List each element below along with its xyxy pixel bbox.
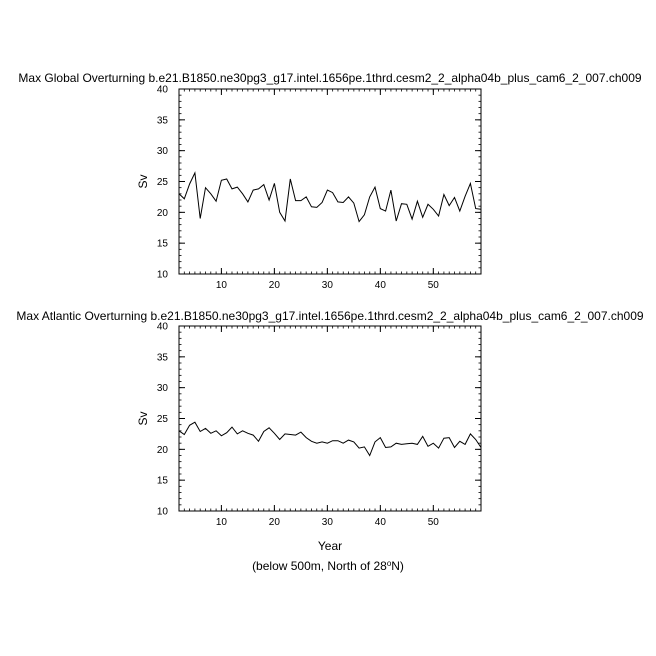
x-tick-label: 30 [321, 517, 333, 528]
y-tick-label: 25 [156, 177, 168, 188]
plot-frame [179, 326, 481, 511]
x-tick-label: 40 [374, 280, 386, 291]
y-tick-label: 15 [156, 475, 168, 487]
x-tick-label: 10 [215, 280, 227, 291]
x-tick-label: 20 [268, 517, 280, 528]
plot-frame [179, 89, 481, 274]
chart-global-overturning [18, 71, 641, 291]
y-tick-label: 30 [156, 146, 168, 158]
y-tick-label: 40 [156, 84, 168, 96]
chart-title: Max Global Overturning b.e21.B1850.ne30pg3_g17.intel.1656pe.1thrd.cesm2_2_alpha04b_plus_cam6_2_007.ch009 [18, 71, 642, 85]
x-tick-label: 20 [268, 280, 280, 291]
chart-title: Max Atlantic Overturning b.e21.B1850.ne30pg3_g17.intel.1656pe.1thrd.cesm2_2_alpha04b_plus_cam6_2_007.ch009 [16, 309, 644, 323]
y-tick-label: 10 [156, 269, 168, 281]
y-tick-label: 25 [156, 414, 168, 425]
x-tick-label: 40 [374, 517, 386, 528]
y-axis-label: Sv [136, 411, 150, 426]
x-tick-label: 10 [215, 517, 227, 528]
y-tick-label: 35 [156, 115, 168, 127]
footnote: (below 500m, North of 28$^o$N) [252, 558, 404, 573]
series-line [179, 422, 481, 455]
y-tick-label: 20 [156, 444, 168, 456]
y-tick-label: 10 [156, 506, 168, 518]
y-tick-label: 20 [156, 207, 168, 219]
y-tick-label: 30 [156, 383, 168, 395]
x-tick-label: 50 [427, 280, 439, 291]
y-tick-label: 40 [156, 321, 168, 333]
y-axis-label: Sv [136, 174, 150, 189]
y-tick-label: 35 [156, 352, 168, 364]
x-axis-label: Year [317, 539, 343, 553]
x-tick-label: 30 [321, 280, 333, 291]
x-tick-label: 50 [427, 517, 439, 528]
y-tick-label: 15 [156, 238, 168, 250]
series-line [179, 173, 481, 222]
chart-atlantic-overturning [16, 309, 643, 553]
